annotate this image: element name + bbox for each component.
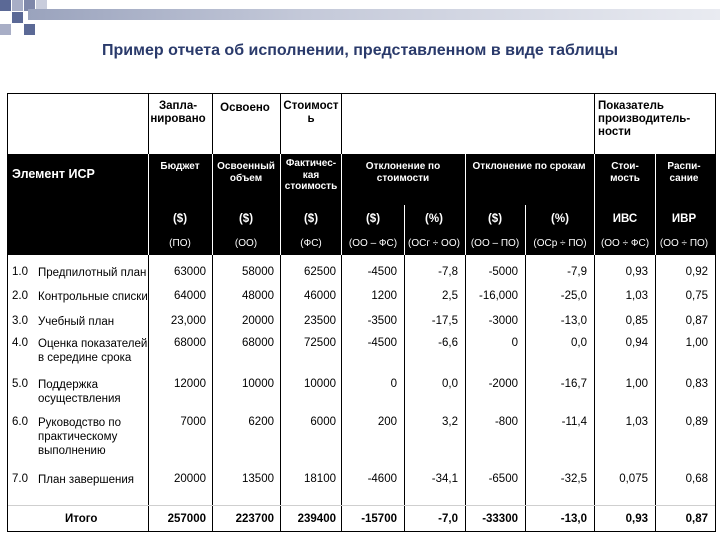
- deco-square: [12, 12, 23, 23]
- row-code: 4.0: [12, 337, 28, 349]
- unit-cell: ($): [238, 213, 254, 225]
- row-value: 0,75: [685, 290, 708, 302]
- row-value: 1200: [371, 290, 397, 302]
- grid-line: [465, 154, 466, 255]
- row-value: -32,5: [560, 473, 587, 485]
- row-value: -25,0: [560, 290, 587, 302]
- row-value: 10000: [242, 378, 274, 390]
- row-value: -4500: [367, 337, 397, 349]
- deco-square: [0, 0, 11, 11]
- total-value: 223700: [235, 513, 274, 525]
- grid-line: [341, 93, 342, 155]
- row-value: 18100: [304, 473, 336, 485]
- row-value: 0,94: [625, 337, 648, 349]
- total-label: Итого: [65, 513, 98, 525]
- row-value: 48000: [242, 290, 274, 302]
- grid-line: [212, 154, 213, 255]
- formula-cell: (ОСг ÷ ОО): [408, 238, 460, 249]
- unit-cell: ($): [365, 213, 381, 225]
- unit-cell: ($): [487, 213, 503, 225]
- unit-cell: ИВС: [612, 213, 638, 225]
- row-name: Руководство по практическому выполнению: [38, 417, 122, 457]
- header-cost-index: Стои- мость: [610, 161, 640, 184]
- header-earned-volume: Освоенный объем: [217, 161, 275, 184]
- unit-cell: ИВР: [671, 213, 697, 225]
- grid-line: [148, 255, 149, 532]
- formula-cell: (ОСр ÷ ПО): [533, 238, 587, 249]
- header-cost: Стоимост ь: [283, 100, 339, 126]
- grid-line: [212, 255, 213, 532]
- row-code: 1.0: [12, 266, 28, 278]
- row-value: 1,00: [625, 378, 648, 390]
- row-value: 0,89: [685, 416, 708, 428]
- row-value: 20000: [242, 315, 274, 327]
- grid-line: [655, 255, 656, 532]
- total-value: -33300: [482, 513, 518, 525]
- unit-cell: (%): [551, 213, 569, 225]
- row-value: -800: [494, 416, 518, 428]
- grid-line: [404, 255, 405, 532]
- unit-cell: (%): [425, 213, 443, 225]
- row-value: 0,83: [685, 378, 708, 390]
- row-value: 0,68: [685, 473, 708, 485]
- row-value: -4500: [367, 266, 397, 278]
- row-value: 72500: [304, 337, 336, 349]
- grid-line: [280, 255, 281, 532]
- formula-cell: (ФС): [300, 238, 322, 249]
- row-value: -17,5: [431, 315, 458, 327]
- row-value: -7,9: [567, 266, 587, 278]
- row-name: Оценка показателей в середине срока: [38, 338, 148, 364]
- deco-square: [0, 24, 11, 35]
- row-value: -2000: [488, 378, 518, 390]
- formula-cell: (ОО – ФС): [348, 238, 398, 249]
- grid-line: [465, 255, 466, 532]
- slide-title: Пример отчета об исполнении, представленном в виде таблицы: [102, 42, 618, 59]
- total-value: 0,93: [625, 513, 648, 525]
- row-value: 1,00: [685, 337, 708, 349]
- grid-line: [594, 255, 595, 532]
- header-schedule-index: Распи- сание: [667, 161, 701, 184]
- total-value: 257000: [167, 513, 206, 525]
- row-value: -34,1: [431, 473, 458, 485]
- formula-cell: (ОО ÷ ПО): [659, 238, 709, 249]
- row-value: 6200: [248, 416, 274, 428]
- row-value: -4600: [367, 473, 397, 485]
- header-budget: Бюджет: [160, 161, 200, 172]
- row-value: 0: [390, 378, 397, 390]
- header-planned: Запла- нировано: [150, 100, 206, 126]
- row-value: 7000: [180, 416, 206, 428]
- header-actual-cost: Фактичес- кая стоимость: [284, 158, 338, 192]
- deco-square: [12, 0, 23, 11]
- unit-cell: ($): [303, 213, 319, 225]
- row-value: 63000: [174, 266, 206, 278]
- row-value: 10000: [304, 378, 336, 390]
- header-indicator: Показатель производитель- ности: [598, 100, 691, 139]
- row-value: 1,03: [625, 290, 648, 302]
- row-name: Предпилотный план: [38, 267, 147, 279]
- row-value: 0,92: [685, 266, 708, 278]
- row-value: 0,0: [442, 378, 458, 390]
- grid-line: [212, 93, 213, 155]
- grid-line: [525, 205, 526, 255]
- row-code: 7.0: [12, 473, 28, 485]
- grid-line: [404, 205, 405, 255]
- total-separator: [8, 505, 715, 506]
- row-value: -3000: [488, 315, 518, 327]
- row-value: 0: [511, 337, 518, 349]
- row-name: Поддержка осуществления: [38, 379, 121, 405]
- grid-line: [280, 154, 281, 255]
- row-name: План завершения: [38, 474, 134, 486]
- grid-line: [594, 154, 595, 255]
- row-value: 64000: [174, 290, 206, 302]
- row-value: 68000: [242, 337, 274, 349]
- row-code: 5.0: [12, 378, 28, 390]
- row-value: -6,6: [438, 337, 458, 349]
- row-value: 20000: [174, 473, 206, 485]
- total-value: -7,0: [438, 513, 458, 525]
- row-value: 0,0: [571, 337, 587, 349]
- row-value: -3500: [367, 315, 397, 327]
- row-value: -6500: [488, 473, 518, 485]
- row-value: 0,85: [625, 315, 648, 327]
- row-value: -16,000: [478, 290, 518, 302]
- formula-cell: (ОО ÷ ФС): [600, 238, 650, 249]
- deco-square: [24, 24, 35, 35]
- grid-line: [341, 255, 342, 532]
- total-value: -15700: [361, 513, 397, 525]
- formula-cell: (ОО): [234, 238, 258, 249]
- corner-decoration: [0, 0, 60, 42]
- row-value: -7,8: [438, 266, 458, 278]
- header-element: Элемент ИСР: [12, 167, 95, 181]
- row-value: 3,2: [442, 416, 458, 428]
- header-gradient-bar: [28, 9, 720, 20]
- row-value: -11,4: [561, 416, 587, 428]
- row-value: -5000: [488, 266, 518, 278]
- row-value: 13500: [242, 473, 274, 485]
- formula-cell: (ПО): [169, 238, 191, 249]
- row-value: 0,075: [619, 473, 648, 485]
- total-value: 0,87: [685, 513, 708, 525]
- header-cost-variance: Отклонение по стоимости: [365, 161, 441, 184]
- row-name: Контрольные списки: [38, 291, 148, 303]
- row-value: -13,0: [560, 315, 587, 327]
- row-value: -16,7: [560, 378, 587, 390]
- row-value: 0,93: [625, 266, 648, 278]
- row-value: 2,5: [442, 290, 458, 302]
- row-value: 68000: [174, 337, 206, 349]
- grid-line: [148, 93, 149, 155]
- row-code: 2.0: [12, 290, 28, 302]
- header-schedule-variance: Отклонение по срокам: [472, 161, 586, 172]
- grid-line: [525, 255, 526, 532]
- total-value: 239400: [297, 513, 336, 525]
- grid-line: [655, 154, 656, 255]
- row-value: 12000: [174, 378, 206, 390]
- row-value: 0,87: [685, 315, 708, 327]
- row-value: 23,000: [170, 315, 206, 327]
- row-value: 200: [377, 416, 397, 428]
- grid-line: [341, 154, 342, 255]
- row-value: 6000: [310, 416, 336, 428]
- grid-line: [280, 93, 281, 155]
- formula-cell: (ОО – ПО): [470, 238, 520, 249]
- unit-cell: ($): [172, 213, 188, 225]
- row-value: 1,03: [625, 416, 648, 428]
- row-value: 62500: [304, 266, 336, 278]
- row-value: 23500: [304, 315, 336, 327]
- row-name: Учебный план: [38, 316, 115, 328]
- row-value: 58000: [242, 266, 274, 278]
- grid-line: [148, 154, 149, 255]
- grid-line: [594, 93, 595, 155]
- row-code: 3.0: [12, 315, 28, 327]
- row-code: 6.0: [12, 416, 28, 428]
- row-value: 46000: [304, 290, 336, 302]
- total-value: -13,0: [560, 513, 587, 525]
- header-earned: Освоено: [220, 102, 270, 114]
